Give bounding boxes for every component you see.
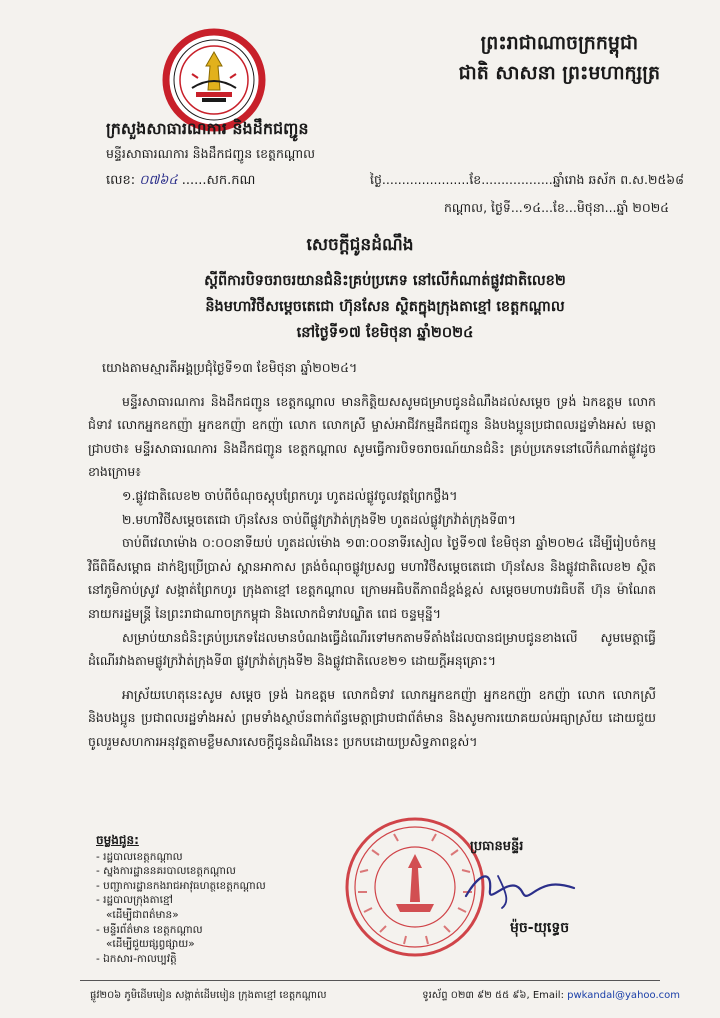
- paragraph-detour: សម្រាប់យានជំនិះគ្រប់ប្រភេទដែលមានបំណងធ្វើដំណើរទៅមកតាមទីតាំងដែលបានជម្រាបជូនខាងលើ សូមមេត្តាធ្វើដំណើរវាងតាមផ្លូវក្រវ៉ាត់ក្រុងទី៣ ផ្លូវក្រវ៉ាត់ក្រុងទី២ និងផ្លូវជាតិលេខ២១ ដោយក្តីអនុគ្រោះ។: [88, 629, 656, 669]
- subject-line: នៅថ្ងៃទី១៧ ខែមិថុនា ឆ្នាំ២០២៤: [296, 324, 474, 341]
- kingdom-name: ព្រះរាជាណាចក្រកម្ពុជា: [480, 32, 639, 54]
- ref-label: លេខ:: [106, 173, 136, 188]
- footer: [90, 988, 680, 1003]
- footer-divider: [80, 980, 660, 981]
- cc-title: ចម្លងជូន:: [96, 833, 139, 847]
- document-subject: [120, 268, 650, 346]
- closure-item-1: ១.ផ្លូវជាតិលេខ២ ចាប់ពីចំណុចស្តុបព្រែកហូរ ហូតដល់ផ្លូវចូលវត្តព្រែកថ្លឹង។: [122, 487, 458, 503]
- ministry-logo-icon: [162, 28, 266, 132]
- reference-number: [106, 172, 255, 191]
- cc-item-note: «ដើម្បីជាពត៌មាន»: [106, 908, 179, 921]
- closure-item-2: ២.មហាវិថីសម្តេចតេជោ ហ៊ុនសែន ចាប់ពីផ្លូវក្រវ៉ាត់ក្រុងទី២ ហូតដល់ផ្លូវក្រវ៉ាត់ក្រុងទី៣។: [122, 511, 516, 527]
- ref-suffix: ......សក.កណ: [181, 173, 256, 188]
- cc-item: - មន្ទីរព័ត៌មាន ខេត្តកណ្តាល: [96, 923, 203, 936]
- handwritten-signature-icon: [460, 862, 580, 912]
- department-name: មន្ទីរសាធារណការ និងដឹកជញ្ជូន ខេត្តកណ្តាល: [106, 146, 316, 161]
- footer-email-link[interactable]: pwkandal@yahoo.com: [567, 990, 680, 1001]
- solar-date: កណ្ដាល, ថ្ងៃទី...១៤...ខែ...មិថុនា...ឆ្នាំ ២០២៤: [444, 200, 670, 215]
- footer-phone: ទូរស័ព្ទ ០២៣ ៩២ ៥៥ ៩៦, Email:: [422, 990, 564, 1001]
- cc-item: - បញ្ជាការដ្ឋានកងរាជអាវុធហត្ថខេត្តកណ្តាល: [96, 879, 266, 892]
- signatory-name: ម៉ុច-យុទ្ធេច: [510, 920, 570, 936]
- paragraph-schedule: ចាប់ពីវេលាម៉ោង ០:០០នាទីយប់ ហូតដល់ម៉ោង ១៣:០០នាទីរសៀល ថ្ងៃទី១៧ ខែមិថុនា ឆ្នាំ២០២៤ ដើម្បីរៀបចំកម្មវិធីពិធីសម្ពោធ ដាក់ឱ្យប្រើប្រាស់ ស្ពានអាកាស ត្រង់ចំណុចផ្លូវប្រសព្វ មហាវិថីសម្តេចតេជោ ហ៊ុនសែន និងផ្លូវជាតិលេខ២ ស្ថិតនៅភូមិកាប់ស្រូវ សង្កាត់ព្រែកហូរ ក្រុងតាខ្មៅ ខេត្តកណ្តាល ក្រោមអធិបតីភាពដ៏ខ្ពង់ខ្ពស់ សម្តេចមហាបវរធិបតី ហ៊ុន ម៉ាណែត នាយករដ្ឋមន្ត្រី នៃព្រះរាជាណាចក្រកម្ពុជា និងលោកជំទាវបណ្ឌិត ពេជ ចន្ទមុន្នី។: [88, 535, 656, 621]
- subject-line: និងមហាវិថីសម្តេចតេជោ ហ៊ុនសែន ស្ថិតក្នុងក្រុងតាខ្មៅ ខេត្តកណ្តាល: [205, 298, 565, 315]
- ministry-name: ក្រសួងសាធារណការ និងដឹកជញ្ជូន: [106, 119, 309, 138]
- paragraph-intro: មន្ទីរសាធារណការ និងដឹកជញ្ជូន ខេត្តកណ្តាល មានកិត្តិយសសូមជម្រាបជូនដំណឹងដល់សម្តេច ទ្រង់ ឯកឧត្តម លោកជំទាវ លោកអ្នកឧកញ៉ា អ្នកឧកញ៉ា ឧកញ៉ា លោក លោកស្រី ម្ចាស់អាជីវកម្មដឹកជញ្ជូន និងបងប្អូនប្រជាពលរដ្ឋទាំងអស់ មេត្តាជ្រាបថា៖ មន្ទីរសាធារណការ និងដឹកជញ្ជូន ខេត្តកណ្តាល សូមធ្វើការបិទចរាចរណ៍យានជំនិះ គ្រប់ប្រភេទនៅលើកំណាត់ផ្លូវដូចខាងក្រោម៖: [88, 393, 656, 480]
- footer-address: ផ្លូវ២០៦ ភូមិដើមមៀន សង្កាត់ដើមមៀន ក្រុងតាខ្មៅ ខេត្តកណ្តាល: [90, 990, 327, 1001]
- cc-item: - ឯកសារ-កាលប្បវត្តិ: [96, 952, 177, 965]
- ref-number-handwritten: ០៧៦៤: [139, 173, 178, 188]
- reference-line: យោងតាមស្មារតីអង្គប្រជុំថ្ងៃទី១៣ ខែមិថុនា ឆ្នាំ២០២៤។: [102, 360, 358, 375]
- document-title: សេចក្តីជូនដំណឹង: [306, 235, 414, 255]
- cc-item: - រដ្ឋបាលខេត្តកណ្តាល: [96, 850, 183, 863]
- footer-contact: [422, 988, 680, 1003]
- national-motto: [459, 28, 660, 88]
- cc-item: - រដ្ឋបាលក្រុងតាខ្មៅ: [96, 894, 173, 907]
- lunar-date: ថ្ងៃ......................ខែ..................ឆ្នាំរោង ឆស័ក ព.ស.២៥៦៨: [370, 172, 684, 187]
- signatory-title: ប្រធានមន្ទីរ: [470, 839, 524, 854]
- document-body: [88, 356, 656, 754]
- paragraph-closing: អាស្រ័យហេតុនេះសូម សម្តេច ទ្រង់ ឯកឧត្តម លោកជំទាវ លោកអ្នកឧកញ៉ា អ្នកឧកញ៉ា ឧកញ៉ា លោក លោកស្រី និងបងប្អូន ប្រជាពលរដ្ឋទាំងអស់ ព្រមទាំងស្ថាប័នពាក់ព័ន្ធមេត្តាជ្រាបជាព័ត៌មាន និងសូមការយោគយល់អធ្យាស្រ័យ ដោយជួយចូលរួមសហការអនុវត្តតាមខ្លឹមសារសេចក្តីជូនដំណឹងនេះ ប្រកបដោយប្រសិទ្ធភាពខ្ពស់។: [88, 686, 656, 749]
- subject-line: ស្តីពីការបិទចរាចរយានជំនិះគ្រប់ប្រភេទ នៅលើកំណាត់ផ្លូវជាតិលេខ២: [204, 272, 566, 289]
- motto-text: ជាតិ សាសនា ព្រះមហាក្សត្រ: [458, 62, 660, 84]
- cc-item: - ស្នងការដ្ឋាននគរបាលខេត្តកណ្តាល: [96, 865, 236, 878]
- cc-item-note: «ដើម្បីជួយផ្សព្វផ្សាយ»: [106, 938, 195, 951]
- carbon-copy-list: [96, 833, 266, 966]
